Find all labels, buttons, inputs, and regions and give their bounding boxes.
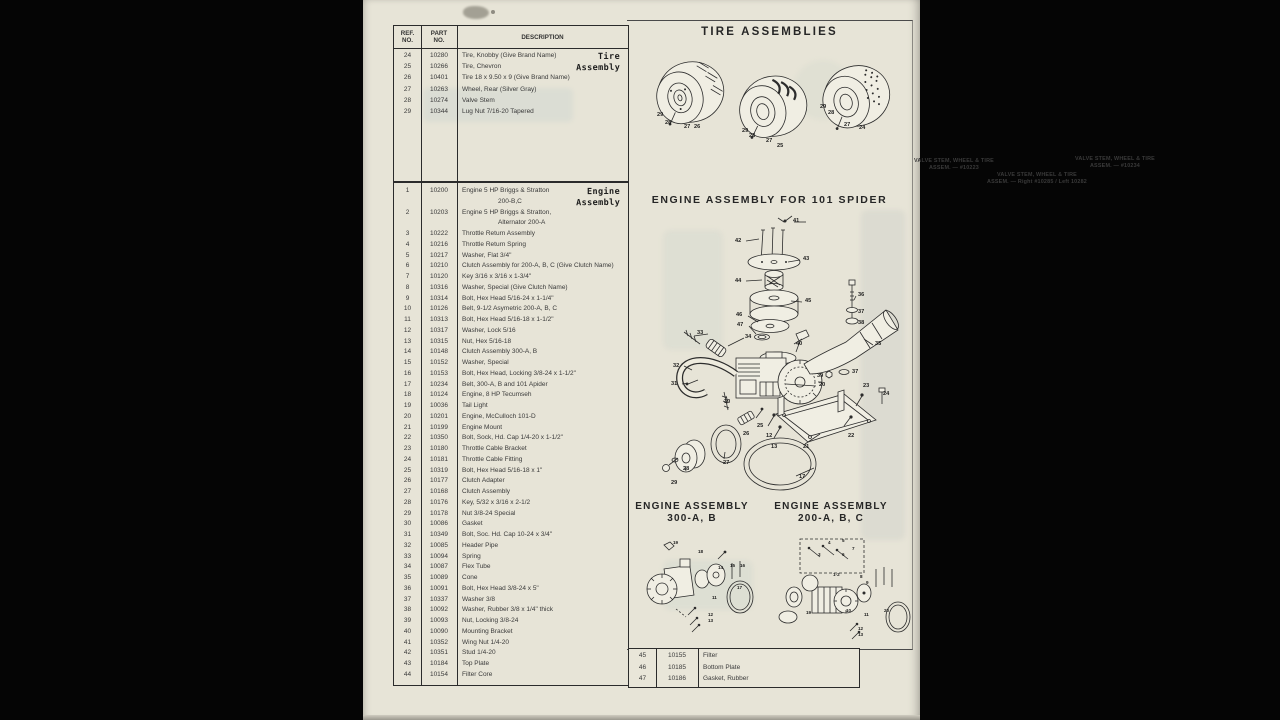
engine-101-illustration (628, 206, 912, 506)
diagram-callout: 19 (806, 610, 812, 615)
table-row: 23 10180 Throttle Cable Bracket (403, 445, 527, 452)
diagram-callout: 7 (852, 546, 855, 551)
table-row: 28 10274 Valve Stem (403, 96, 495, 104)
diagram-callout: 25 (777, 143, 784, 149)
diagram-callout: 35 (875, 341, 882, 347)
table-row: 25 10319 Bolt, Hex Head 5/16-18 x 1" (403, 466, 543, 474)
diagram-callout: 16 (740, 563, 746, 568)
diagram-callout: 8 (860, 574, 863, 579)
diagram-callout: 17 (799, 474, 806, 480)
table-row: 14 10148 Clutch Assembly 300-A, B (403, 348, 538, 356)
diagram-callout: 28 (665, 120, 672, 126)
table-row: 18 10124 Engine, 8 HP Tecumseh (403, 391, 532, 399)
table-row: 22 10350 Bolt, Sock, Hd. Cap 1/4-20 x 1-1/2" (403, 434, 563, 442)
diagram-callout: 42 (735, 238, 742, 244)
diagram-callout: 27 (723, 460, 730, 466)
table-row: 29 10178 Nut 3/8-24 Special (403, 509, 516, 517)
table-row: 7 10120 Key 3/16 x 3/16 x 1-3/4" (405, 273, 532, 280)
diagram-callout: 34 (745, 334, 752, 340)
typewriter-note-tire: Tire Assembly (575, 51, 621, 74)
diagram-callout: 12 (708, 612, 714, 617)
table-row: 9 10314 Bolt, Hex Head 5/16-24 x 1-1/4" (405, 294, 554, 302)
table-row: 8 10316 Washer, Special (Give Clutch Name) (405, 283, 568, 291)
diagram-callout: 5 (842, 538, 845, 543)
table-row: 30 10086 Gasket (403, 520, 483, 528)
diagram-callout: 9 (866, 580, 869, 585)
table-row: 36 10091 Bolt, Hex Head 3/8-24 x 5" (403, 584, 539, 592)
header-ref: REF. NO. (400, 30, 415, 44)
diagram-callout: 28 (683, 466, 690, 472)
diagram-callout: 24 (883, 391, 890, 397)
diagram-callout: 19 (673, 540, 679, 545)
table-body (394, 186, 628, 681)
table-row: 28 10176 Key, 5/32 x 3/16 x 2-1/2 (403, 498, 531, 506)
diagram-callout: 31 (671, 381, 678, 387)
table-row: 42 10351 Stud 1/4-20 (403, 649, 496, 657)
table-row: 33 10094 Spring (403, 552, 481, 560)
diagram-callout: 26 (743, 431, 750, 437)
table-row: 21 10199 Engine Mount (403, 423, 503, 431)
diagram-callout: 11 (864, 612, 869, 617)
tire-caption-center: VALVE STEM, WHEEL & TIRE ASSEM. — Right #10285 / Left 10282 (987, 172, 1087, 185)
engine-200-title: ENGINE ASSEMBLY 200-A, B, C (774, 501, 888, 524)
tire-assemblies-title: TIRE ASSEMBLIES (701, 26, 838, 38)
diagram-callout: 44 (735, 278, 742, 284)
diagram-callout: 23 (863, 383, 870, 389)
diagram-callout: 30 (724, 399, 731, 405)
table-row: 15 10152 Washer, Special (403, 359, 509, 366)
diagram-callout: 14 (718, 565, 724, 570)
table-row: 27 10263 Wheel, Rear (Silver Gray) (403, 85, 537, 93)
diagram-callout: 10 (846, 608, 852, 613)
diagram-callout: 36 (858, 292, 865, 298)
diagram-callout: 40 (796, 341, 803, 347)
diagram-callout: 45 (805, 298, 812, 304)
table-row: 39 10093 Nut, Locking 3/8-24 (403, 617, 519, 624)
tire-diagram (628, 47, 912, 169)
engine-101-title: ENGINE ASSEMBLY FOR 101 SPIDER (651, 194, 888, 206)
table-row: 46 10185 Bottom Plate (638, 663, 741, 671)
diagram-callout: 27 (766, 138, 773, 144)
table-row: 17 10234 Belt, 300-A, B and 101 Apider (403, 380, 548, 388)
table-body (629, 650, 859, 685)
tire-parts-table (393, 25, 629, 182)
header-description: DESCRIPTION (521, 33, 564, 41)
diagram-callout: 37 (852, 369, 859, 375)
table-row: 1 10200 Engine 5 HP Briggs & Stratton 200-B,C (405, 187, 550, 205)
scan-smudge (463, 6, 489, 19)
table-row: 45 10155 Filter (638, 652, 718, 659)
diagram-callout: 3 (818, 552, 821, 557)
diagram-callout: 12 (766, 433, 773, 439)
diagram-callout: 32 (673, 363, 680, 369)
diagram-callout: 27 (684, 124, 691, 130)
table-row: 2 10203 Engine 5 HP Briggs & Stratton, Alternator 200-A (405, 208, 552, 227)
table-row: 5 10217 Washer, Flat 3/4" (405, 251, 512, 259)
table-header (394, 26, 628, 49)
diagram-callout: 29 (657, 112, 664, 118)
diagram-callout: 38 (858, 320, 865, 326)
table-row: 29 10344 Lug Nut 7/16-20 Tapered (403, 108, 534, 116)
table-row: 12 10317 Washer, Lock 5/16 (403, 326, 516, 334)
table-row: 13 10315 Nut, Hex 5/16-18 (403, 337, 512, 345)
diagram-callout: 29 (742, 128, 749, 134)
table-row: 38 10092 Washer, Rubber 3/8 x 1/4" thick (403, 606, 553, 614)
engine-300-200-diagrams (628, 533, 912, 645)
diagram-callout: 1-2 (833, 572, 840, 577)
diagram-callout: 43 (803, 256, 810, 262)
table-row: 3 10222 Throttle Return Assembly (405, 230, 535, 237)
table-row: 31 10349 Bolt, Soc. Hd. Cap 10-24 x 3/4" (403, 531, 553, 538)
tire-caption-left: VALVE STEM, WHEEL & TIRE ASSEM. — #10223 (914, 158, 994, 171)
diagram-column (627, 20, 1155, 650)
table-row: 4 10216 Throttle Return Spring (405, 240, 526, 248)
diagram-callout: 15 (730, 563, 736, 568)
diagram-callout: 11 (712, 595, 717, 600)
table-row: 47 10186 Gasket, Rubber (638, 675, 749, 683)
diagram-callout: 13 (771, 444, 778, 450)
diagram-callout: 20 (884, 608, 890, 613)
engine-parts-table (393, 182, 629, 686)
diagram-callout: 25 (757, 423, 764, 429)
table-row: 41 10352 Wing Nut 1/4-20 (403, 638, 509, 646)
engine-300-200-illustration (628, 533, 912, 645)
table-row: 27 10168 Clutch Assembly (403, 488, 511, 495)
diagram-callout: 18 (698, 549, 704, 554)
scan-speck (491, 10, 495, 14)
table-row: 20 10201 Engine, McCulloch 101-D (403, 412, 536, 420)
table-row: 37 10337 Washer 3/8 (403, 595, 495, 603)
diagram-callout: 6 (842, 552, 845, 557)
table-row: 35 10089 Cone (403, 574, 478, 581)
diagram-callout: 21 (803, 444, 810, 450)
filter-parts-table (628, 648, 860, 688)
table-row: 26 10177 Clutch Adapter (403, 477, 505, 485)
header-part: PART NO. (430, 30, 448, 44)
diagram-callout: 29 (671, 480, 678, 486)
diagram-callout: 46 (736, 312, 743, 318)
engine-300-title: ENGINE ASSEMBLY 300-A, B (635, 501, 749, 524)
table-row: 11 10313 Bolt, Hex Head 5/16-18 x 1-1/2" (404, 316, 554, 323)
tire-caption-right: VALVE STEM, WHEEL & TIRE ASSEM. — #10234 (1075, 156, 1155, 169)
diagram-callout: 22 (848, 433, 855, 439)
diagram-callout: 4 (828, 540, 831, 545)
diagram-callout: 28 (828, 110, 835, 116)
table-row: 10 10126 Belt, 9-1/2 Asymetric 200-A, B, C (403, 305, 558, 313)
diagram-callout: 12 (858, 626, 864, 631)
diagram-callout: 20 (819, 382, 826, 388)
diagram-callout: 41 (793, 218, 800, 224)
table-row: 24 10181 Throttle Cable Fitting (403, 455, 523, 463)
table-row: 44 10154 Filter Core (403, 670, 493, 678)
diagram-callout: 37 (858, 309, 865, 315)
diagram-callout: 47 (737, 322, 744, 328)
table-row: 24 10280 Tire, Knobby (Give Brand Name) (403, 52, 557, 59)
table-row: 34 10087 Flex Tube (403, 563, 491, 571)
diagram-callout: 26 (694, 124, 701, 130)
diagram-callout: 33 (697, 330, 704, 336)
diagram-callout: 28 (749, 133, 756, 139)
diagram-callout: 27 (844, 122, 851, 128)
table-row: 16 10153 Bolt, Hex Head, Locking 3/8-24 x 1-1/2" (403, 369, 576, 377)
table-row: 43 10184 Top Plate (403, 660, 490, 667)
table-row: 40 10090 Mounting Bracket (403, 627, 513, 635)
table-row: 32 10085 Header Pipe (403, 541, 499, 549)
scanned-page (363, 0, 1155, 720)
diagram-callout: 13 (858, 632, 864, 637)
diagram-callout: 17 (737, 585, 743, 590)
diagram-callout: 39 (817, 373, 824, 379)
diagram-callout: 13 (708, 618, 714, 623)
tire-illustrations (628, 47, 912, 169)
table-row: 25 10266 Tire, Chevron (403, 63, 502, 71)
table-row: 6 10210 Clutch Assembly for 200-A, B, C (Give Clutch Name) (405, 262, 614, 270)
table-row: 19 10036 Tail Light (403, 402, 488, 409)
typewriter-note-engine: Engine Assembly (575, 186, 621, 209)
diagram-callout: 24 (859, 125, 866, 131)
table-row: 26 10401 Tire 18 x 9.50 x 9 (Give Brand Name) (403, 74, 570, 82)
engine-101-diagram (628, 206, 912, 506)
diagram-callout: 29 (820, 104, 827, 110)
